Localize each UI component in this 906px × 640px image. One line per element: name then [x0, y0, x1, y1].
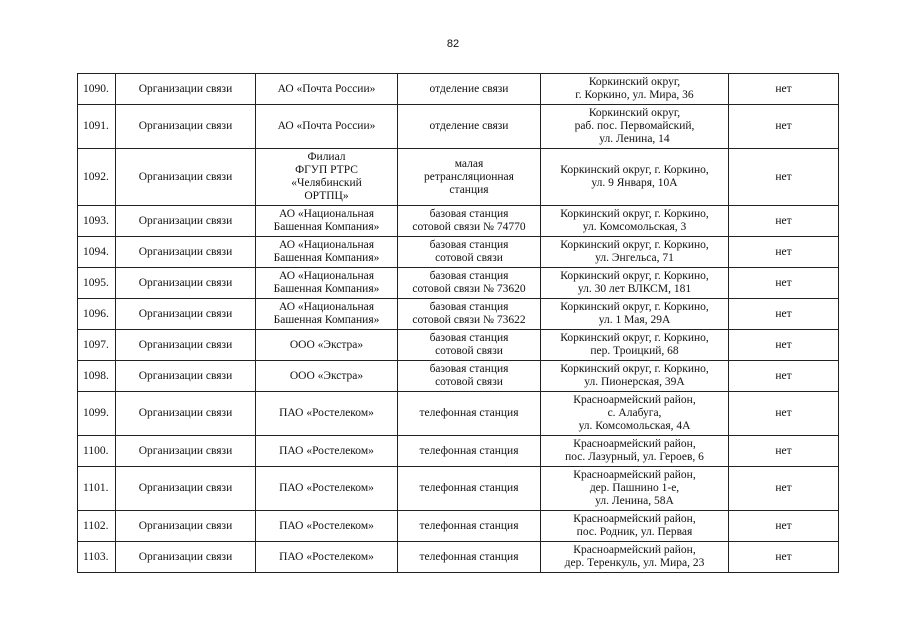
table-row [78, 436, 839, 467]
address-cell [541, 436, 729, 467]
address-cell-line: Коркинский округ, г. Коркино, [560, 363, 709, 375]
organization-cell-line: АО «Национальная [278, 239, 375, 251]
object-cell [398, 392, 541, 436]
address-cell-line: Красноармейский район, [573, 513, 696, 525]
address-cell [541, 542, 729, 573]
address-cell [541, 237, 729, 268]
row-number: 1095. [78, 268, 116, 299]
category-cell: Организации связи [116, 361, 256, 392]
table-row [78, 74, 839, 105]
address-cell-line: ул. Комсомольская, 3 [582, 221, 687, 233]
object-cell-line: отделение связи [429, 82, 509, 95]
row-number: 1098. [78, 361, 116, 392]
object-cell [398, 268, 541, 299]
table-row [78, 299, 839, 330]
address-cell-line: дер. Пашнино 1-е, [589, 482, 680, 494]
category-cell: Организации связи [116, 542, 256, 573]
object-cell-line: отделение связи [429, 120, 509, 132]
address-cell-line: пос. Родник, ул. Первая [576, 526, 693, 538]
organization-cell [256, 206, 398, 237]
row-number: 1091. [78, 105, 116, 149]
organization-cell [256, 74, 398, 105]
category-cell: Организации связи [116, 392, 256, 436]
object-cell [398, 511, 541, 542]
category-cell: Организации связи [116, 206, 256, 237]
object-cell-line: станция [449, 183, 489, 196]
table-row [78, 237, 839, 268]
organization-cell-line: Башенная Компания» [273, 221, 380, 233]
object-cell-line: сотовой связи [435, 252, 503, 264]
object-cell-line: базовая станция [429, 208, 509, 220]
organization-cell-line: ПАО «Ростелеком» [279, 482, 374, 494]
organization-cell [256, 299, 398, 330]
address-cell-line: ул. Энгельса, 71 [595, 252, 674, 264]
organization-cell-line: ПАО «Ростелеком» [279, 550, 374, 563]
address-cell-line: пер. Троицкий, 68 [590, 345, 679, 357]
organization-cell [256, 105, 398, 149]
row-number: 1099. [78, 392, 116, 436]
object-cell-line: базовая станция [429, 301, 509, 313]
organization-cell-line: АО «Национальная [278, 301, 375, 313]
note-cell: нет [729, 511, 839, 542]
row-number: 1093. [78, 206, 116, 237]
address-cell-line: ул. Ленина, 14 [599, 133, 670, 145]
object-cell-line: базовая станция [429, 332, 509, 344]
address-cell-line: с. Алабуга, [607, 407, 662, 419]
note-cell: нет [729, 149, 839, 206]
object-cell [398, 105, 541, 149]
data-table [77, 73, 839, 573]
organization-cell-line: Филиал [307, 151, 346, 163]
category-cell: Организации связи [116, 467, 256, 511]
category-cell: Организации связи [116, 149, 256, 206]
organization-cell-line: АО «Национальная [278, 270, 375, 282]
row-number: 1092. [78, 149, 116, 206]
address-cell-line: Коркинский округ, г. Коркино, [560, 208, 709, 220]
table-row [78, 361, 839, 392]
object-cell-line: малая [454, 157, 484, 170]
object-cell [398, 467, 541, 511]
organization-cell-line: «Челябинский [291, 177, 362, 189]
organization-cell-line: ПАО «Ростелеком» [279, 519, 374, 532]
object-cell-line: базовая станция [429, 239, 509, 251]
category-cell: Организации связи [116, 511, 256, 542]
object-cell-line: сотовой связи [435, 345, 503, 357]
row-number: 1096. [78, 299, 116, 330]
address-cell-line: Коркинский округ, г. Коркино, [560, 301, 709, 313]
table-row [78, 542, 839, 573]
organization-cell [256, 361, 398, 392]
address-cell [541, 299, 729, 330]
address-cell-line: Красноармейский район, [573, 438, 696, 450]
organization-cell [256, 392, 398, 436]
row-number: 1101. [78, 467, 116, 511]
object-cell-line: телефонная станция [419, 550, 519, 563]
table-row [78, 392, 839, 436]
organization-cell [256, 237, 398, 268]
row-number: 1094. [78, 237, 116, 268]
organization-cell [256, 436, 398, 467]
address-cell-line: Коркинский округ, [588, 76, 681, 88]
note-cell: нет [729, 330, 839, 361]
object-cell [398, 361, 541, 392]
note-cell: нет [729, 299, 839, 330]
category-cell: Организации связи [116, 436, 256, 467]
note-cell: нет [729, 542, 839, 573]
object-cell-line: телефонная станция [419, 482, 519, 494]
address-cell-line: Коркинский округ, г. Коркино, [560, 270, 709, 282]
object-cell [398, 149, 541, 206]
organization-cell-line: АО «Почта России» [277, 82, 376, 95]
row-number: 1090. [78, 74, 116, 105]
note-cell: нет [729, 361, 839, 392]
address-cell-line: Коркинский округ, г. Коркино, [560, 332, 709, 344]
organization-cell [256, 149, 398, 206]
address-cell-line: Красноармейский район, [573, 469, 696, 481]
table-row [78, 105, 839, 149]
note-cell: нет [729, 105, 839, 149]
category-cell: Организации связи [116, 105, 256, 149]
organization-cell-line: ФГУП РТРС [295, 164, 358, 176]
note-cell: нет [729, 392, 839, 436]
address-cell [541, 467, 729, 511]
object-cell-line: сотовой связи № 73620 [412, 283, 526, 295]
object-cell-line: телефонная станция [419, 444, 519, 457]
row-number: 1102. [78, 511, 116, 542]
organization-cell-line: ООО «Экстра» [289, 369, 364, 382]
table-row [78, 206, 839, 237]
organization-cell-line: Башенная Компания» [273, 314, 380, 326]
address-cell-line: раб. пос. Первомайский, [574, 120, 695, 132]
category-cell: Организации связи [116, 330, 256, 361]
object-cell [398, 206, 541, 237]
address-cell [541, 511, 729, 542]
row-number: 1097. [78, 330, 116, 361]
object-cell [398, 74, 541, 105]
table-row [78, 467, 839, 511]
address-cell-line: Коркинский округ, г. Коркино, [560, 239, 709, 251]
page-number: 82 [446, 38, 460, 50]
category-cell: Организации связи [116, 268, 256, 299]
organization-cell-line: ПАО «Ростелеком» [279, 444, 374, 457]
organization-cell [256, 268, 398, 299]
address-cell [541, 149, 729, 206]
object-cell [398, 436, 541, 467]
table-row [78, 149, 839, 206]
object-cell-line: телефонная станция [419, 519, 519, 532]
table-body [78, 74, 839, 573]
object-cell-line: сотовой связи № 74770 [412, 221, 526, 233]
organization-cell [256, 467, 398, 511]
object-cell-line: ретрансляционная [424, 170, 514, 183]
address-cell-line: г. Коркино, ул. Мира, 36 [575, 89, 694, 101]
organization-cell-line: ПАО «Ростелеком» [279, 407, 374, 419]
organization-cell [256, 542, 398, 573]
object-cell [398, 542, 541, 573]
note-cell: нет [729, 237, 839, 268]
note-cell: нет [729, 467, 839, 511]
row-number: 1103. [78, 542, 116, 573]
organization-cell-line: ООО «Экстра» [289, 338, 364, 351]
category-cell: Организации связи [116, 74, 256, 105]
address-cell-line: дер. Теренкуль, ул. Мира, 23 [564, 557, 705, 569]
organization-cell-line: АО «Национальная [278, 208, 375, 220]
address-cell [541, 330, 729, 361]
note-cell: нет [729, 268, 839, 299]
address-cell [541, 268, 729, 299]
object-cell [398, 330, 541, 361]
table-row [78, 511, 839, 542]
note-cell: нет [729, 74, 839, 105]
object-cell-line: сотовой связи [435, 376, 503, 388]
address-cell-line: ул. Комсомольская, 4А [578, 420, 691, 432]
address-cell [541, 206, 729, 237]
address-cell-line: пос. Лазурный, ул. Героев, 6 [565, 451, 704, 463]
row-number: 1100. [78, 436, 116, 467]
organization-cell-line: Башенная Компания» [273, 252, 380, 264]
address-cell-line: ул. 30 лет ВЛКСМ, 181 [577, 283, 692, 295]
category-cell: Организации связи [116, 299, 256, 330]
address-cell [541, 74, 729, 105]
object-cell [398, 237, 541, 268]
organization-cell-line: АО «Почта России» [277, 120, 376, 132]
category-cell: Организации связи [116, 237, 256, 268]
address-cell [541, 392, 729, 436]
address-cell [541, 361, 729, 392]
object-cell-line: сотовой связи № 73622 [412, 314, 526, 326]
address-cell [541, 105, 729, 149]
address-cell-line: Коркинский округ, г. Коркино, [560, 164, 709, 176]
organization-cell [256, 511, 398, 542]
address-cell-line: Коркинский округ, [588, 107, 681, 119]
address-cell-line: ул. Пионерская, 39А [584, 376, 685, 388]
organization-cell [256, 330, 398, 361]
table-row [78, 330, 839, 361]
address-cell-line: ул. 1 Мая, 29А [598, 314, 671, 326]
note-cell: нет [729, 436, 839, 467]
note-cell: нет [729, 206, 839, 237]
object-cell-line: базовая станция [429, 363, 509, 375]
organization-cell-line: Башенная Компания» [273, 283, 380, 295]
object-cell-line: базовая станция [429, 270, 509, 282]
address-cell-line: Красноармейский район, [573, 544, 696, 556]
organization-cell-line: ОРТПЦ» [304, 190, 349, 202]
table-row [78, 268, 839, 299]
address-cell-line: ул. Ленина, 58А [595, 495, 674, 507]
object-cell [398, 299, 541, 330]
object-cell-line: телефонная станция [419, 407, 519, 419]
address-cell-line: ул. 9 Января, 10А [591, 177, 678, 189]
address-cell-line: Красноармейский район, [573, 394, 696, 406]
